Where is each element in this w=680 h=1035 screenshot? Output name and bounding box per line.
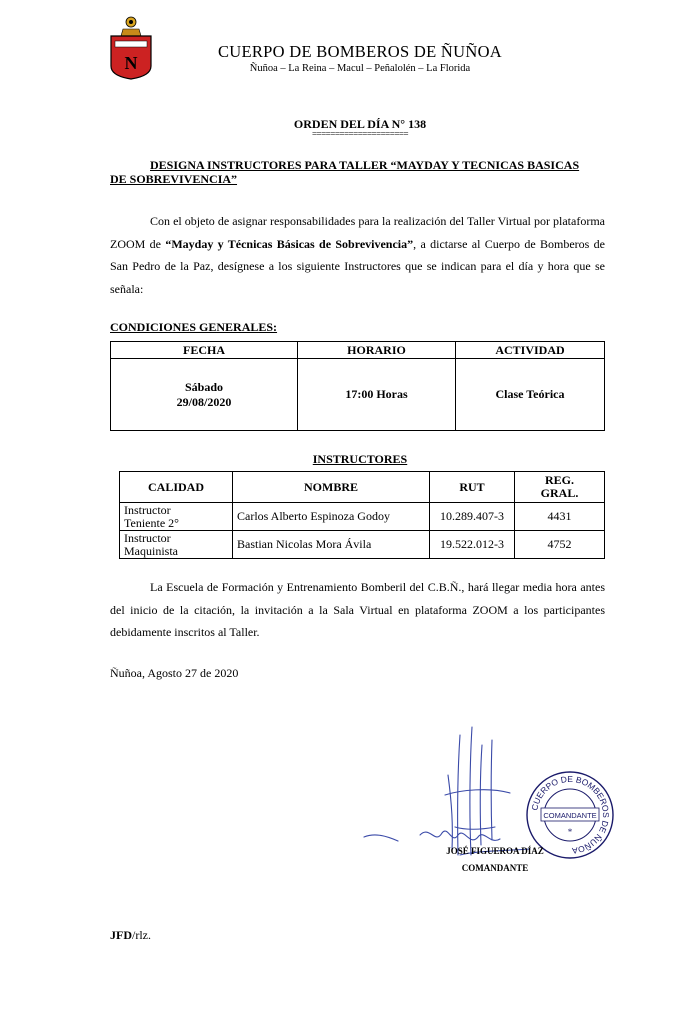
organization-communes: Ñuñoa – La Reina – Macul – Peñalolén – La Florida	[249, 63, 471, 74]
cell-date: 29/08/2020	[176, 394, 232, 409]
stamp-outer-text: CUERPO DE BOMBEROS DE ÑUÑOA	[529, 773, 612, 857]
cell-role-line1: Instructor	[124, 502, 171, 517]
intro-paragraph	[110, 210, 605, 300]
cell-role-line2: Maquinista	[124, 543, 178, 558]
intro-text-2: , a dictarse al Cuerpo de Bomberos de San Pedro de la Paz, desígnese a los siguiente Instructores que se indican para el día y hora que se señala:	[110, 236, 605, 296]
cell-reg: 4431	[515, 503, 605, 531]
conditions-heading: CONDICIONES GENERALES:	[110, 320, 278, 334]
conditions-row	[111, 359, 605, 431]
intro-workshop-name: “Mayday y Técnicas Básicas de Sobrevivencia”	[165, 236, 414, 251]
order-title: ORDEN DEL DÍA N° 138	[293, 117, 427, 131]
initials-rest: /rlz.	[132, 928, 151, 942]
cell-fecha	[111, 359, 298, 431]
conditions-table	[110, 341, 605, 431]
organization-name: CUERPO DE BOMBEROS DE ÑUÑOA	[217, 42, 503, 61]
cell-horario: 17:00 Horas	[298, 359, 456, 431]
header-calidad: CALIDAD	[120, 472, 233, 503]
cell-reg: 4752	[515, 531, 605, 559]
subject-line-2: DE SOBREVIVENCIA”	[110, 172, 238, 186]
instructors-heading: INSTRUCTORES	[312, 452, 408, 466]
intro-text-1: Con el objeto de asignar responsabilidades para la realización del Taller Virtual por plataforma ZOOM de	[110, 214, 605, 251]
closing-paragraph: La Escuela de Formación y Entrenamiento Bomberil del C.B.Ñ., hará llegar media hora antes del inicio de la citación, la invitación a la Sala Virtual en plataforma ZOOM a los participantes debidamente inscritos al Taller.	[110, 580, 605, 639]
stamp-center-text: COMANDANTE	[543, 811, 597, 820]
instructors-table	[119, 471, 605, 559]
cell-rut: 10.289.407-3	[430, 503, 515, 531]
header-nombre: NOMBRE	[233, 472, 430, 503]
table-row	[120, 503, 605, 531]
signatory-name: JOSÉ FIGUEROA DÍAZ	[446, 846, 544, 856]
header-actividad: ACTIVIDAD	[456, 342, 605, 359]
instructors-header-row	[120, 472, 605, 503]
subject-heading	[110, 158, 600, 186]
table-row	[120, 531, 605, 559]
reference-initials	[110, 928, 151, 943]
cell-nombre: Bastian Nicolas Mora Ávila	[233, 531, 430, 559]
subject-line-1: DESIGNA INSTRUCTORES PARA TALLER “MAYDAY Y TECNICAS BASICAS	[150, 158, 580, 172]
signatory-title: COMANDANTE	[461, 863, 529, 873]
stamp-star-icon: *	[567, 827, 573, 837]
cell-day: Sábado	[184, 379, 224, 394]
header-reg-gral	[515, 472, 605, 503]
cell-nombre: Carlos Alberto Espinoza Godoy	[233, 503, 430, 531]
header-horario: HORARIO	[298, 342, 456, 359]
cell-actividad: Clase Teórica	[456, 359, 605, 431]
header-fecha: FECHA	[111, 342, 298, 359]
header-gral: GRAL.	[540, 486, 579, 500]
cell-rut: 19.522.012-3	[430, 531, 515, 559]
cell-role-line1: Instructor	[124, 530, 171, 545]
cell-calidad	[120, 531, 233, 559]
place-date: Ñuñoa, Agosto 27 de 2020	[110, 666, 239, 680]
header-reg: REG.	[544, 473, 574, 487]
conditions-header-row	[111, 342, 605, 359]
logo-crest-icon	[121, 17, 141, 36]
order-title-underline: =====================	[311, 129, 409, 139]
header-rut: RUT	[430, 472, 515, 503]
initials-bold: JFD	[110, 928, 132, 942]
logo-letter: N	[124, 53, 138, 73]
fire-department-logo	[108, 14, 154, 80]
cell-role-line2: Teniente 2°	[124, 515, 179, 530]
cell-calidad	[120, 503, 233, 531]
